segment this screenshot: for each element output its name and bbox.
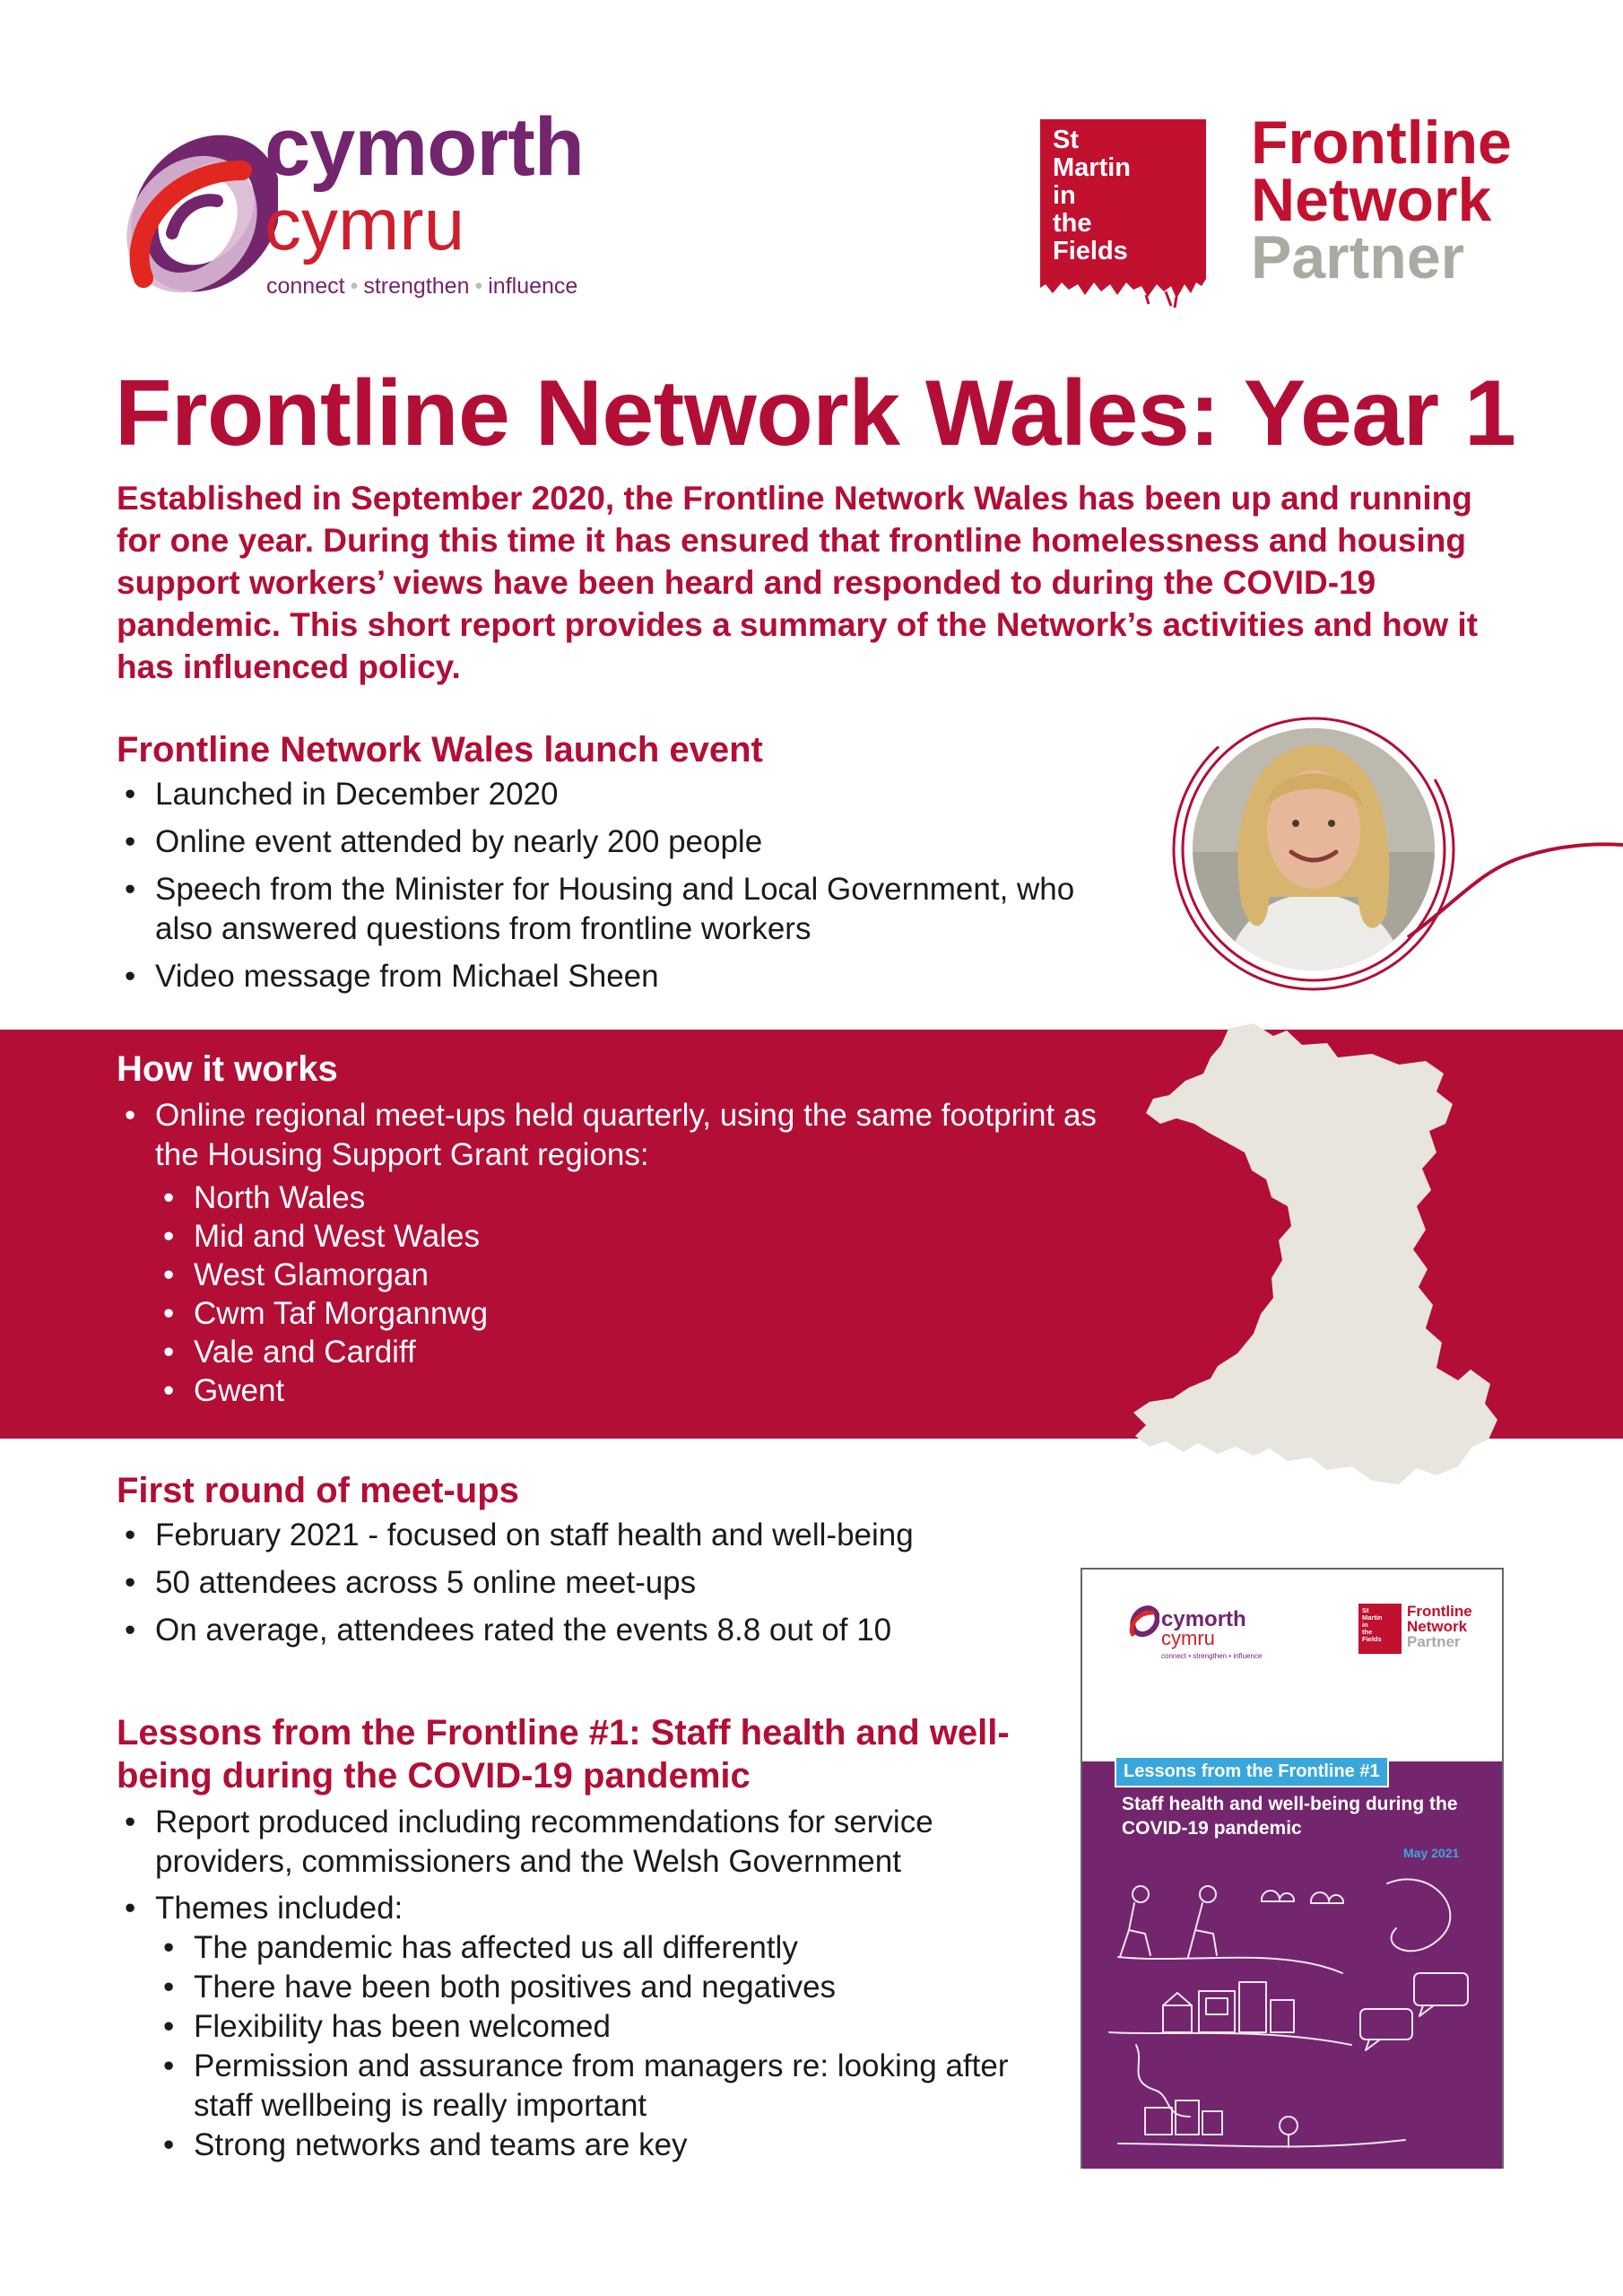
cover-cymru-word: cymru (1161, 1627, 1215, 1649)
cover-line-illustration (1082, 1874, 1502, 2167)
st-martin-flag-text (1053, 126, 1131, 265)
region-item: • West Glamorgan (155, 1256, 1103, 1294)
list-item: • 50 attendees across 5 online meet-ups (117, 1563, 1103, 1603)
cymorth-wordmark: cymorth (265, 101, 584, 193)
flag-line: Fields (1362, 1635, 1382, 1643)
region-item: • Vale and Cardiff (155, 1333, 1103, 1371)
regions-list (117, 1178, 1103, 1410)
theme-item: • Strong networks and teams are key (155, 2126, 1031, 2165)
theme-item: • Permission and assurance from managers re: looking after staff wellbeing is really important (155, 2047, 1031, 2126)
wordmark-line: Network (1251, 166, 1492, 234)
themes-list (117, 1928, 1031, 2165)
cover-cymorth-mark-icon (1127, 1605, 1159, 1638)
wordmark-line: Network (1407, 1618, 1468, 1635)
list-item: • Online event attended by nearly 200 people (117, 822, 1103, 862)
flag-line: in (1362, 1621, 1368, 1629)
list-item: • Speech from the Minister for Housing and Local Government, who also answered questions from frontline workers (117, 870, 1103, 949)
wordmark-line: Partner (1251, 223, 1465, 291)
list-item: • Online regional meet-ups held quarterly, using the same footprint as the Housing Support Grant regions: (117, 1096, 1103, 1175)
cover-flag-text (1362, 1607, 1383, 1643)
flag-line: the (1053, 209, 1092, 238)
how-it-works-section (117, 1048, 1103, 1410)
report-cover-thumbnail (1081, 1568, 1504, 2169)
theme-item: • Flexibility has been welcomed (155, 2007, 1031, 2047)
cymorth-cymru-logo (117, 101, 637, 314)
first-round-heading: First round of meet-ups (117, 1471, 519, 1510)
wordmark-line: Frontline (1407, 1603, 1472, 1620)
cover-cymorth-word: cymorth (1161, 1607, 1246, 1631)
flag-line: St (1362, 1606, 1369, 1614)
speaker-portrait (1157, 709, 1623, 996)
tagline-word: connect (266, 274, 345, 299)
list-item: • Report produced including recommendations for service providers, commissioners and the Welsh Government (117, 1803, 1031, 1882)
st-martin-frontline-network-logo (1040, 109, 1515, 326)
launch-list (117, 775, 1103, 996)
flag-line: Martin (1362, 1613, 1383, 1622)
list-item: • Launched in December 2020 (117, 775, 1103, 814)
region-item: • Cwm Taf Morgannwg (155, 1294, 1103, 1333)
first-round-section (117, 1469, 1103, 1658)
theme-item: • The pandemic has affected us all differently (155, 1928, 1031, 1968)
theme-item: • There have been both positives and negatives (155, 1968, 1031, 2007)
cover-subtitle: Staff health and well-being during the COVID-19 pandemic (1122, 1794, 1458, 1839)
region-item: • Mid and West Wales (155, 1217, 1103, 1256)
cover-frontline-wordmark (1407, 1604, 1472, 1649)
page-title: Frontline Network Wales: Year 1 (115, 361, 1516, 465)
list-item: • On average, attendees rated the events 8.8 out of 10 (117, 1611, 1103, 1650)
region-item: • Gwent (155, 1371, 1103, 1410)
how-it-works-list (117, 1096, 1103, 1175)
first-round-list (117, 1516, 1103, 1650)
tagline-word: influence (488, 274, 578, 299)
cymorth-tagline: connect • strengthen • influence (266, 274, 578, 299)
flag-line: the (1362, 1628, 1373, 1636)
region-item: • North Wales (155, 1178, 1103, 1217)
flag-line: St (1053, 126, 1079, 154)
flag-line: in (1053, 181, 1076, 210)
launch-heading: Frontline Network Wales launch event (117, 730, 763, 770)
cymru-wordmark: cymru (265, 184, 465, 265)
wales-map-icon (1103, 1018, 1524, 1502)
how-it-works-heading: How it works (117, 1049, 338, 1089)
cover-tagline: connect • strengthen • influence (1161, 1652, 1263, 1660)
frontline-network-partner-wordmark (1251, 109, 1512, 291)
wordmark-line: Frontline (1251, 109, 1512, 177)
list-item: • February 2021 - focused on staff health and well-being (117, 1516, 1103, 1555)
cymorth-cymru-mark-icon (117, 135, 278, 296)
lessons-section (117, 1711, 1031, 2165)
wordmark-line: Partner (1407, 1633, 1461, 1650)
cover-date: May 2021 (1403, 1846, 1460, 1860)
flag-line: Fields (1053, 237, 1128, 265)
list-item: • Themes included: (117, 1889, 1031, 1928)
lessons-list (117, 1803, 1031, 1928)
cover-badge: Lessons from the Frontline #1 (1115, 1756, 1389, 1787)
list-item: • Video message from Michael Sheen (117, 957, 1103, 996)
flag-line: Martin (1053, 153, 1131, 182)
tagline-word: strengthen (363, 274, 470, 299)
intro-paragraph: Established in September 2020, the Frontline Network Wales has been up and running for one year. During this time it has ensured that frontline homelessness and housing support workers’ views have been heard and responded to during the COVID-19 pandemic. This short report provides a summary of the Network’s activities and how it has influenced policy. (117, 480, 1479, 685)
launch-event-section (117, 728, 1103, 1004)
lessons-heading: Lessons from the Frontline #1: Staff health and well-being during the COVID-19 pandemic (117, 1713, 1010, 1796)
